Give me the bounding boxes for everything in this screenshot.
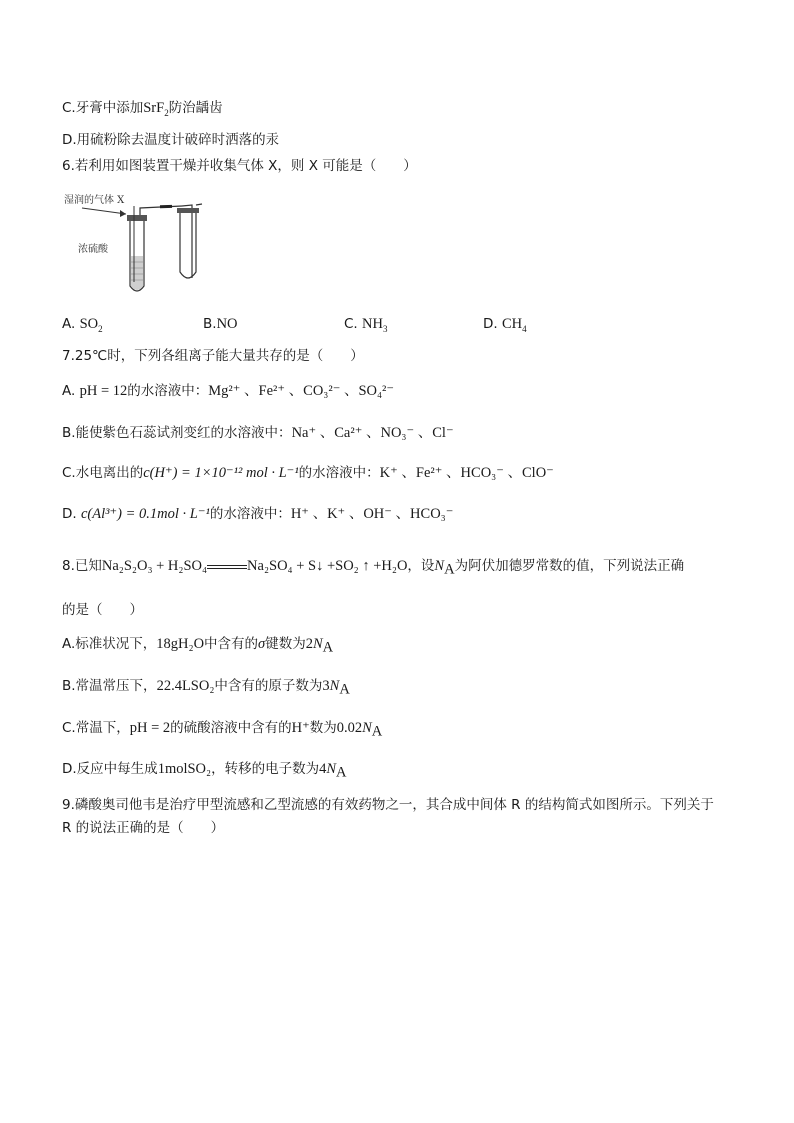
q7-option-d: D. c(Al³⁺) = 0.1mol · L⁻¹的水溶液中：H⁺ 、K⁺ 、OH⁻ 、HCO₃⁻ <box>62 506 454 522</box>
q5-option-c-prefix: C.牙膏中添加 <box>62 100 144 116</box>
q6-option-b: B.NO <box>203 316 238 332</box>
q6-option-d: D. $CH_4$ <box>483 316 527 334</box>
q8-equals-sign <box>207 565 247 566</box>
q9-stem-line2: R 的说法正确的是（ ） <box>62 820 225 836</box>
q7-option-c: C.水电离出的c(H⁺) = 1×10⁻¹² mol · L⁻¹的水溶液中：K⁺ 、Fe²⁺ 、HCO₃⁻ 、ClO⁻ <box>62 465 554 481</box>
q8-stem-cont: 的是（ ） <box>62 602 143 618</box>
q5-option-c <box>62 98 223 118</box>
q7-option-a: A. pH = 12的水溶液中：Mg²⁺ 、Fe²⁺ 、CO₃²⁻ 、SO₄²⁻ <box>62 383 395 399</box>
q6-apparatus-figure <box>64 186 214 298</box>
q6-option-a: A. $SO_2$ <box>62 316 103 334</box>
q7-option-b: B.能使紫色石蕊试剂变红的水溶液中：Na⁺ 、Ca²⁺ 、NO₃⁻ 、Cl⁻ <box>62 425 454 441</box>
q7-stem: 7.25℃时，下列各组离子能大量共存的是（ ） <box>62 348 364 364</box>
q8-option-a: A.标准状况下，18gH₂O中含有的σ键数为$2N_A$ <box>62 636 334 656</box>
q8-equation-rhs: Na₂SO₄ + S↓ +SO₂ ↑ +H₂O <box>247 558 408 574</box>
q6-label-acid: 浓硫酸 <box>78 244 108 255</box>
q8-option-d: D.反应中每生成1molSO₂，转移的电子数为$4N_A$ <box>62 761 347 781</box>
q5-option-c-formula: SrF$_2$ <box>143 100 169 118</box>
q5-option-d: D.用硫粉除去温度计破碎时洒落的汞 <box>62 132 280 148</box>
q9-stem-line1: 9.磷酸奥司他韦是治疗甲型流感和乙型流感的有效药物之一，其合成中间体 R 的结构简式如图所示。下列关于 <box>62 797 714 813</box>
q6-option-c: C. $NH_3$ <box>344 316 388 334</box>
q8-equation-lhs: Na₂S₂O₃ + H₂SO₄ <box>101 558 208 574</box>
q8-stem: 8.已知Na₂S₂O₃ + H₂SO₄ Na₂SO₄ + S↓ +SO₂ ↑ +H₂O，设$N_A$为阿伏加德罗常数的值，下列说法正确 <box>62 558 685 578</box>
q8-option-b: B.常温常压下，22.4LSO₂中含有的原子数为$3N_A$ <box>62 678 350 698</box>
q8-option-c: C.常温下，pH = 2的硫酸溶液中含有的H⁺数为$0.02N_A$ <box>62 720 383 740</box>
q6-options <box>62 314 742 334</box>
q6-stem: 6.若利用如图装置干燥并收集气体 X，则 X 可能是（ ） <box>62 158 417 174</box>
q6-label-gas: 湿润的气体 X <box>64 195 125 206</box>
q5-option-c-suffix: 防治龋齿 <box>168 100 223 116</box>
